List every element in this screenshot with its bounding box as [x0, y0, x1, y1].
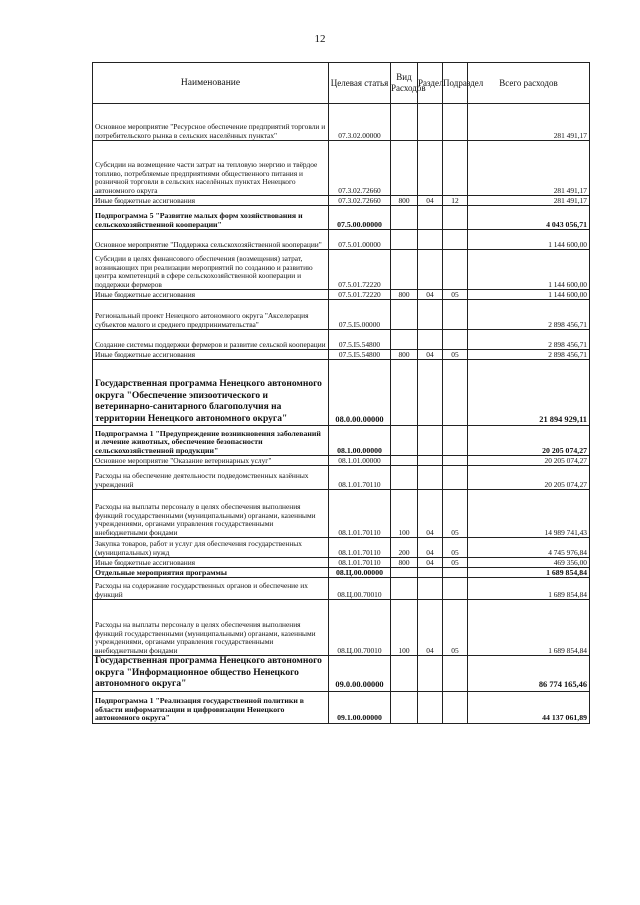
page-number: 12 [314, 33, 326, 45]
cell-target: 08.1.00.00000 [329, 426, 391, 456]
cell-section [418, 568, 443, 578]
cell-name: Подпрограмма 5 "Развитие малых форм хозяйствования и сельскохозяйственной кооперации" [93, 206, 329, 230]
cell-type [391, 360, 418, 426]
cell-subsection [443, 466, 468, 490]
cell-target: 08.1.01.70110 [329, 490, 391, 538]
cell-total: 1 689 854,84 [468, 600, 590, 656]
cell-total: 4 745 976,84 [468, 538, 590, 558]
cell-type [391, 568, 418, 578]
cell-type: 100 [391, 490, 418, 538]
cell-subsection [443, 250, 468, 290]
header-type: Вид Расходов [391, 63, 418, 104]
cell-name: Государственная программа Ненецкого автономного округа "Информационное общество Ненецкого автономного округа" [93, 656, 329, 692]
cell-target: 07.5.I5.54800 [329, 330, 391, 350]
cell-total: 14 989 741,43 [468, 490, 590, 538]
cell-subsection [443, 578, 468, 600]
cell-type [391, 426, 418, 456]
cell-target: 08.1.01.70110 [329, 558, 391, 568]
cell-target: 07.3.02.72660 [329, 196, 391, 206]
cell-total: 1 689 854,84 [468, 568, 590, 578]
cell-total: 1 144 600,00 [468, 250, 590, 290]
cell-name: Закупка товаров, работ и услуг для обеспечения государственных (муниципальных) нужд [93, 538, 329, 558]
cell-name: Расходы на выплаты персоналу в целях обеспечения выполнения функций государственными (муниципальными) органами, казенными учреждениями, органами управления государственными внебюджетными фондами [93, 490, 329, 538]
table-row [93, 104, 590, 141]
cell-target: 08.Ц.00.00000 [329, 568, 391, 578]
cell-target: 07.5.01.00000 [329, 230, 391, 250]
cell-section [418, 104, 443, 141]
cell-name: Субсидии на возмещение части затрат на тепловую энергию и твёрдое топливо, потребляемые предприятиями общественного питания и розничной торговли в сельских населённых пунктах Ненецкого автономного округа [93, 141, 329, 196]
cell-section [418, 330, 443, 350]
cell-type [391, 466, 418, 490]
cell-name: Субсидии в целях финансового обеспечения (возмещения) затрат, возникающих при реализации мероприятий по созданию и развитию центра компетенций в сфере сельскохозяйственной кооперации и поддержки фермеров [93, 250, 329, 290]
table-row [93, 578, 590, 600]
table-row [93, 456, 590, 466]
cell-section: 04 [418, 558, 443, 568]
cell-type [391, 230, 418, 250]
cell-type [391, 141, 418, 196]
table-row [93, 230, 590, 250]
cell-total: 281 491,17 [468, 141, 590, 196]
cell-target: 07.5.00.00000 [329, 206, 391, 230]
header-name: Наименование [93, 63, 329, 104]
cell-total: 20 205 074,27 [468, 466, 590, 490]
cell-section: 04 [418, 196, 443, 206]
cell-target: 08.Ц.00.70010 [329, 578, 391, 600]
table-row [93, 290, 590, 300]
cell-type [391, 691, 418, 723]
header-total: Всего расходов [468, 63, 590, 104]
table-row [93, 196, 590, 206]
cell-subsection [443, 300, 468, 330]
cell-name: Иные бюджетные ассигнования [93, 290, 329, 300]
cell-type [391, 206, 418, 230]
table-row [93, 141, 590, 196]
cell-section [418, 250, 443, 290]
table-row [93, 490, 590, 538]
cell-subsection [443, 568, 468, 578]
cell-target: 08.1.01.70110 [329, 538, 391, 558]
header-target: Целевая статья [329, 63, 391, 104]
cell-section: 04 [418, 290, 443, 300]
cell-section [418, 230, 443, 250]
cell-total: 469 356,00 [468, 558, 590, 568]
cell-target: 08.1.01.70110 [329, 466, 391, 490]
cell-target: 07.5.01.72220 [329, 250, 391, 290]
cell-name: Иные бюджетные ассигнования [93, 558, 329, 568]
cell-section [418, 691, 443, 723]
cell-name: Основное мероприятие "Поддержка сельскохозяйственной кооперации" [93, 230, 329, 250]
table-row [93, 206, 590, 230]
table-row [93, 360, 590, 426]
cell-section [418, 656, 443, 692]
cell-name: Государственная программа Ненецкого автономного округа "Обеспечение эпизоотического и ветеринарно-санитарного благополучия на территории Ненецкого автономного округа" [93, 360, 329, 426]
cell-name: Расходы на выплаты персоналу в целях обеспечения выполнения функций государственными (муниципальными) органами, казенными учреждениями, органами управления государственными внебюджетными фондами [93, 600, 329, 656]
cell-section [418, 466, 443, 490]
cell-total: 21 894 929,11 [468, 360, 590, 426]
cell-type: 100 [391, 600, 418, 656]
cell-type [391, 250, 418, 290]
header-subsection: Подраздел [443, 63, 468, 104]
table-row [93, 538, 590, 558]
cell-section: 04 [418, 538, 443, 558]
cell-section: 04 [418, 490, 443, 538]
cell-type: 200 [391, 538, 418, 558]
cell-subsection [443, 206, 468, 230]
cell-type: 800 [391, 558, 418, 568]
cell-section [418, 141, 443, 196]
cell-total: 4 043 056,71 [468, 206, 590, 230]
cell-section [418, 360, 443, 426]
cell-subsection [443, 360, 468, 426]
cell-subsection [443, 656, 468, 692]
cell-subsection [443, 230, 468, 250]
cell-subsection: 12 [443, 196, 468, 206]
cell-subsection [443, 141, 468, 196]
table-row [93, 600, 590, 656]
table-row [93, 350, 590, 360]
cell-name: Подпрограмма 1 "Реализация государственной политики в области информатизации и цифровизации Ненецкого автономного округа" [93, 691, 329, 723]
cell-target: 08.Ц.00.70010 [329, 600, 391, 656]
cell-section: 04 [418, 350, 443, 360]
cell-type [391, 578, 418, 600]
cell-total: 2 898 456,71 [468, 330, 590, 350]
cell-total: 44 137 061,89 [468, 691, 590, 723]
cell-section [418, 456, 443, 466]
header-section: Раздел [418, 63, 443, 104]
cell-target: 09.1.00.00000 [329, 691, 391, 723]
table-header-row [93, 63, 590, 104]
cell-subsection: 05 [443, 558, 468, 568]
cell-subsection: 05 [443, 600, 468, 656]
cell-subsection: 05 [443, 490, 468, 538]
cell-section [418, 578, 443, 600]
table-row [93, 250, 590, 290]
cell-subsection: 05 [443, 538, 468, 558]
cell-name: Расходы на обеспечение деятельности подведомственных казённых учреждений [93, 466, 329, 490]
cell-name: Создание системы поддержки фермеров и развитие сельской кооперации [93, 330, 329, 350]
cell-name: Отдельные мероприятия программы [93, 568, 329, 578]
cell-section: 04 [418, 600, 443, 656]
cell-target: 07.5.01.72220 [329, 290, 391, 300]
cell-subsection [443, 426, 468, 456]
cell-type: 800 [391, 350, 418, 360]
budget-table [92, 62, 590, 724]
cell-section [418, 300, 443, 330]
cell-total: 1 144 600,00 [468, 230, 590, 250]
cell-total: 1 689 854,84 [468, 578, 590, 600]
cell-total: 20 205 074,27 [468, 426, 590, 456]
cell-type [391, 300, 418, 330]
cell-subsection: 05 [443, 350, 468, 360]
cell-target: 07.3.02.00000 [329, 104, 391, 141]
table-row [93, 691, 590, 723]
cell-name: Основное мероприятие "Ресурсное обеспечение предприятий торговли и потребительского рынка в сельских населённых пунктах" [93, 104, 329, 141]
cell-subsection [443, 330, 468, 350]
cell-name: Региональный проект Ненецкого автономного округа "Акселерация субъектов малого и среднего предпринимательства" [93, 300, 329, 330]
cell-total: 1 144 600,00 [468, 290, 590, 300]
table-row [93, 466, 590, 490]
table-row [93, 426, 590, 456]
cell-total: 2 898 456,71 [468, 300, 590, 330]
table-row [93, 568, 590, 578]
cell-total: 281 491,17 [468, 104, 590, 141]
cell-subsection: 05 [443, 290, 468, 300]
cell-total: 281 491,17 [468, 196, 590, 206]
cell-name: Иные бюджетные ассигнования [93, 196, 329, 206]
cell-type [391, 456, 418, 466]
cell-target: 08.1.01.00000 [329, 456, 391, 466]
cell-section [418, 206, 443, 230]
table-row [93, 300, 590, 330]
cell-type [391, 656, 418, 692]
cell-type [391, 330, 418, 350]
cell-total: 20 205 074,27 [468, 456, 590, 466]
cell-name: Расходы на содержание государственных органов и обеспечение их функций [93, 578, 329, 600]
cell-section [418, 426, 443, 456]
cell-name: Основное мероприятие "Оказание ветеринарных услуг" [93, 456, 329, 466]
cell-subsection [443, 104, 468, 141]
cell-name: Подпрограмма 1 "Предупреждение возникновения заболеваний и лечение животных, обеспечение безопасности сельскохозяйственной продукции" [93, 426, 329, 456]
cell-target: 08.0.00.00000 [329, 360, 391, 426]
cell-total: 86 774 165,46 [468, 656, 590, 692]
cell-target: 07.5.I5.54800 [329, 350, 391, 360]
cell-type: 800 [391, 290, 418, 300]
cell-subsection [443, 456, 468, 466]
cell-target: 09.0.00.00000 [329, 656, 391, 692]
cell-name: Иные бюджетные ассигнования [93, 350, 329, 360]
cell-target: 07.3.02.72660 [329, 141, 391, 196]
cell-subsection [443, 691, 468, 723]
cell-target: 07.5.I5.00000 [329, 300, 391, 330]
cell-type [391, 104, 418, 141]
table-row [93, 330, 590, 350]
table-row [93, 656, 590, 692]
cell-type: 800 [391, 196, 418, 206]
cell-total: 2 898 456,71 [468, 350, 590, 360]
table-row [93, 558, 590, 568]
